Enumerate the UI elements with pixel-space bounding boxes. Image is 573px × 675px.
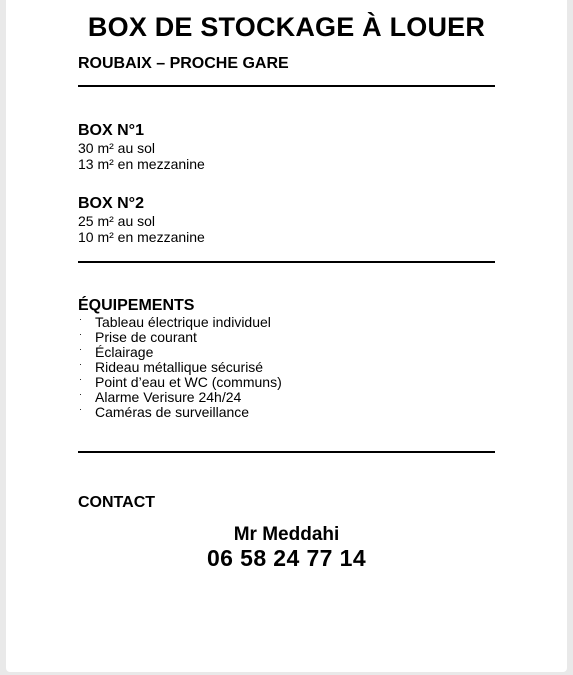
bullet-icon: · — [79, 404, 82, 414]
list-item — [78, 330, 282, 345]
box-2-floor-area: 25 m² au sol — [78, 213, 156, 229]
divider-3 — [78, 451, 495, 453]
list-item — [78, 375, 282, 390]
equipment-item-label: Caméras de surveillance — [95, 404, 250, 420]
bullet-icon: · — [79, 374, 82, 384]
page-title: BOX DE STOCKAGE À LOUER — [87, 12, 486, 42]
bullet-icon: · — [79, 359, 82, 369]
equipment-title: ÉQUIPEMENTS — [78, 297, 195, 314]
location-subtitle: ROUBAIX – PROCHE GARE — [78, 55, 289, 72]
list-item — [78, 345, 282, 360]
equipment-section — [78, 296, 282, 420]
list-item — [78, 360, 282, 375]
equipment-list — [78, 315, 282, 420]
divider-1 — [78, 85, 495, 87]
box-2-title: BOX N°2 — [78, 195, 144, 212]
box-1-title: BOX N°1 — [78, 122, 144, 139]
equipment-item-label: Tableau électrique individuel — [95, 314, 271, 330]
bullet-icon: · — [79, 389, 82, 399]
list-item — [78, 315, 282, 330]
equipment-item-label: Rideau métallique sécurisé — [95, 359, 264, 375]
equipment-item-label: Point d’eau et WC (communs) — [95, 374, 282, 390]
box-1-mezzanine-area: 13 m² en mezzanine — [78, 156, 205, 172]
bullet-icon: · — [79, 329, 82, 339]
box-2-mezzanine-area: 10 m² en mezzanine — [78, 229, 205, 245]
contact-name: Mr Meddahi — [233, 524, 340, 545]
bullet-icon: · — [79, 314, 82, 324]
contact-section — [78, 493, 155, 512]
equipment-item-label: Alarme Verisure 24h/24 — [95, 389, 242, 405]
equipment-item-label: Éclairage — [95, 344, 154, 360]
box-1-floor-area: 30 m² au sol — [78, 140, 156, 156]
list-item — [78, 405, 282, 420]
equipment-item-label: Prise de courant — [95, 329, 197, 345]
contact-phone-number: 06 58 24 77 14 — [206, 545, 367, 571]
box-1-section — [78, 121, 205, 172]
box-2-section — [78, 194, 205, 245]
divider-2 — [78, 261, 495, 263]
contact-title: CONTACT — [78, 494, 156, 511]
bullet-icon: · — [79, 344, 82, 354]
list-item — [78, 390, 282, 405]
